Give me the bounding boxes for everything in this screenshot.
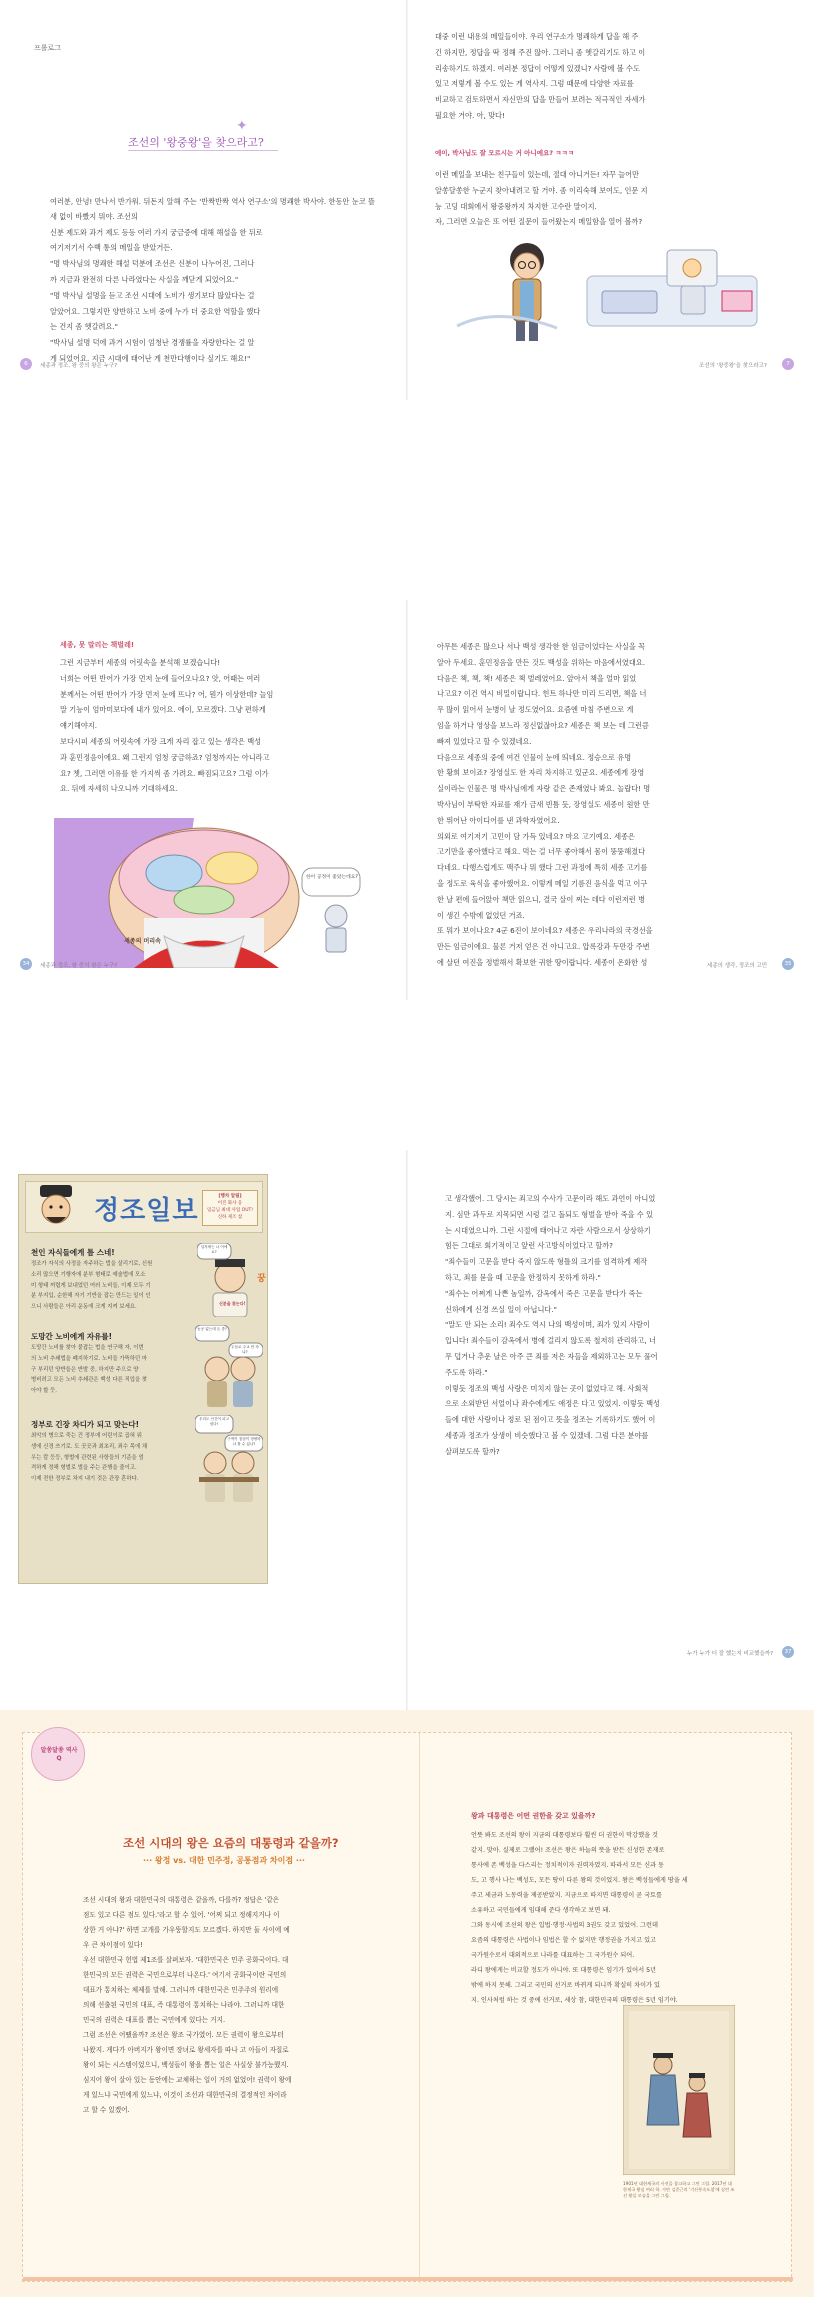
- paragraph-line: 너희는 어떤 반어가 가장 먼저 눈에 들어오나요? 앗, 어때는 여러: [60, 673, 261, 683]
- paragraph-line: 말 기능이 엄마미보다에 내가 있어요. 에이, 모르겠다. 그냥 편하게: [60, 705, 266, 715]
- paragraph-line: 빠져 있었다고 할 수 있겠네요.: [437, 736, 532, 746]
- page-number: 35: [782, 958, 794, 970]
- article-headline: 천인 자식들에게 틈 스네!: [31, 1248, 115, 1257]
- paragraph-line: 신하에게 신경 쓰실 일이 아닙니다.": [445, 1304, 557, 1314]
- spread-2: [0, 600, 814, 1000]
- paragraph-line: 고기만을 좋아했다고 해요. 먹는 걸 너무 좋아해서 몸이 뚱뚱해졌다: [437, 847, 646, 857]
- paragraph-line: 국가원수로서 대외적으로 나라를 대표하는 그 국가원수 되어.: [471, 1952, 635, 1959]
- paragraph-line: 박사님이 부탁한 자료를 재가 금새 빈틈 듯, 장영실도 세종이 원한 만: [437, 799, 650, 809]
- paragraph-line: 한 날 편에 들어앉아 책만 읽으니, 결국 살이 찌는 데다 이런저런 병: [437, 894, 645, 904]
- jeongjo-newspaper: [18, 1174, 268, 1584]
- paragraph-line: 한 뛰어난 아이디어를 낸 과학자였어요.: [437, 815, 560, 825]
- article-headline: 정부로 긴장 차디가 되고 맞는다!: [31, 1420, 140, 1429]
- paragraph-line: "명 박사님의 명쾌한 해설 덕분에 조선은 신분이 나누어진, 그러나: [50, 259, 255, 269]
- paragraph-line: 과 훈민정음이에요. 왜 그런지 엄청 궁금하죠? 엄청까지는 아니라고: [60, 752, 270, 762]
- notice-line: 임금님 최대 사업 OUT!: [206, 1208, 254, 1213]
- paragraph-line: 임을 하거나 영상을 보느라 정신없잖아요? 세종은 책 보는 데 그런큼: [437, 720, 649, 730]
- article-line: 분 부지입, 순한해 자기 기반을 잡는 만드는 일이 인: [31, 1293, 151, 1300]
- page-number: 37: [782, 1646, 794, 1658]
- paragraph-line: 긴 하지만, 정답을 딱 정해 주진 않아. 그러니 좀 헷갈리기도 하고 이: [435, 47, 646, 57]
- paragraph-line: 그럼 조선은 어땠을까? 조선은 왕조 국가였어. 모든 권력이 왕으로부터: [83, 2031, 284, 2039]
- panel-right-body: [471, 1829, 731, 2009]
- sejong-brain-illustration: [54, 818, 384, 968]
- paragraph-line: 알아 두세요. 훈민정음을 만든 것도 백성을 위하는 마음에서였대요.: [437, 657, 646, 667]
- book-gutter: [406, 1150, 408, 1710]
- page34-body: [60, 656, 375, 798]
- page-36: [0, 1150, 407, 1710]
- article-line: 으니 사람들은 아리 운동에 크게 지켜 보세요.: [31, 1304, 137, 1311]
- article-line: 병비려고 모든 노비 추쇄관은 백성 다른 직업을 찾: [31, 1377, 148, 1384]
- paragraph-line: 들에 대한 사랑이나 정로 된 점이고 뜻을 정조는 기록하기도 했어 이: [445, 1415, 656, 1425]
- paragraph-line: 주도록 하라.": [445, 1367, 488, 1377]
- page-37: [407, 1150, 814, 1710]
- page37-body: [445, 1192, 775, 1461]
- newspaper-notice-box: [202, 1190, 258, 1226]
- paragraph-line: 민국의 권력은 대표를 뽑는 국민에게 있다는 거지.: [83, 2016, 226, 2024]
- speech-bubble: 두들로 주교 안 하냐?: [231, 1345, 259, 1354]
- king-portrait-icon: [32, 1185, 80, 1231]
- panel-frame: [22, 1732, 792, 2282]
- article-line: 이제 전한 정부로 차지 내기 것은 관장 혼하다.: [31, 1476, 139, 1483]
- paragraph-line: 다네요. 다행스럽게도 맥주나 뭐 했다 그런 과정에 특히 세종 고기를: [437, 863, 648, 873]
- paragraph-line: 여러분, 안녕! 만나서 반가워. 뒤돈지 알해 주는 '반짝반짝 역사 연구소'의 명쾌한 박사야. 한동안 눈코 뜰 새 없이 바빴지 뭐야. 조선의: [50, 197, 375, 221]
- robot-speech-bubble: 한어 공정이 좋았는데요?: [306, 875, 358, 880]
- article-body: [31, 1343, 191, 1397]
- running-footer: 세종의 생각, 정조의 고민: [707, 963, 768, 969]
- paragraph-line: 심지어 왕이 살아 있는 동안에는 교체하는 일이 거의 없었어! 권력이 왕에: [83, 2076, 292, 2084]
- section-subhead: 세종, 못 말리는 책벌레!: [60, 641, 135, 649]
- paragraph-line: 아무튼 세종은 많으나 서나 백성 생각한 한 임금이었다는 사실을 꼭: [437, 642, 646, 651]
- page7-body-2: [435, 168, 770, 231]
- paragraph-line: 요? 쳇, 그러면 이유를 한 가지씩 좀 가려요. 빠짐되고요? 그럼 이가: [60, 768, 269, 778]
- page35-body: [437, 640, 777, 972]
- paragraph-line: "말도 안 되는 소리! 죄수도 역시 나의 백성이며, 죄가 있지 사람이: [445, 1320, 650, 1330]
- paragraph-line: 같지. 맞아. 실제로 그랬어! 조선은 왕은 하늘의 뜻을 받든 신성한 존재로: [471, 1847, 665, 1854]
- paragraph-line: 나왔지. 게다가 아버지가 왕이면 장녀로 왕세자를 따나 고 아들이 자질로: [83, 2046, 289, 2054]
- paragraph-line: 얘기해야지.: [60, 721, 98, 731]
- speech-bubble: 구역이 점점이 정량하나 볼 수 있나?: [227, 1437, 261, 1446]
- paragraph-line: 리송하기도 하겠지. 여러분 정답이 어떻게 있겠니? 사람에 볼 수도: [435, 63, 640, 73]
- paragraph-line: 통사에 존 백성을 다스리는 정치적이자 권력자였지. 따라서 모든 신과 동: [471, 1862, 665, 1869]
- spread-1: [0, 0, 814, 400]
- page7-body: [435, 30, 770, 125]
- article-line: 정조가 자식의 사정을 자주하는 법을 살리기로, 신원: [31, 1261, 153, 1267]
- article-line: 미 형태 꺼렵게 보내었던 여러 노비들, 이제 모두 기: [31, 1282, 151, 1289]
- newspaper-title: 정조일보: [94, 1196, 199, 1226]
- paragraph-line: 까 지금과 완전히 다른 나라였다는 사실을 깨닫게 되었어요.": [50, 274, 239, 284]
- article-line: 의 노비 추쇄법을 폐지하기로. 노비들 가뜩하던 마: [31, 1355, 148, 1362]
- paragraph-line: 언뜻 봐도 조선의 왕이 지금의 대통령보다 훨씬 더 권한이 막강했을 것: [471, 1832, 659, 1839]
- running-footer: 조선의 '왕중왕'을 찾으라고?: [699, 363, 767, 369]
- paragraph-line: 우선 대한민국 헌법 제1조를 살펴보자. '대한민국은 민주 공화국이다. 대: [83, 1956, 289, 1964]
- paragraph-line: 신분 제도와 과거 제도 등등 여러 가지 궁금증에 대해 해설을 한 뒤로: [50, 227, 263, 237]
- speech-bubble: 신분을 찾는다!: [219, 1301, 246, 1306]
- paragraph-line: 힘든 그대로 회기적이고 앞런 사고방식이었다고 할까?: [445, 1241, 613, 1251]
- paragraph-line: 살펴보도록 할까?: [445, 1446, 500, 1456]
- panel-right-heading: 왕과 대통령은 어떤 권한을 갖고 있을까?: [471, 1812, 596, 1820]
- panel-subtitle: ··· 왕정 vs. 대한 민주정, 공통점과 차이점 ···: [143, 1856, 305, 1865]
- paragraph-line: 무 덥거나 추운 날은 아주 큰 죄를 저은 자들을 제외하고는 모두 풀어: [445, 1351, 658, 1361]
- paragraph-line: 요. 뒤에 자세히 나오니까 기대하세요.: [60, 784, 178, 794]
- article-line: 도망간 노비를 찾아 붙잡는 법을 연구해 자, 이번: [31, 1345, 144, 1351]
- paragraph-line: 보다시피 세종의 어릿속에 가장 크게 자리 잡고 있는 생각은 백성: [60, 736, 262, 746]
- chapter-title: 조선의 '왕중왕'을 찾으라고?: [128, 136, 264, 149]
- paragraph-line: 으로 소외받던 서얼이나 좌수에게도 애정은 다고 있었지. 이렇듯 백성: [445, 1399, 660, 1409]
- page-number: 34: [20, 958, 32, 970]
- panel-accent-bar: [23, 2277, 793, 2281]
- paragraph-line: 세종과 정조가 상생이 비슷했다고 볼 수 있겠네. 그럼 다른 분야를: [445, 1430, 649, 1440]
- paragraph-line: 고 생각했어. 그 당시는 죄고의 수사가 고문이라 해도 과언이 아니었: [445, 1194, 656, 1203]
- paragraph-line: 다음은 책, 책, 책! 세종은 책 벌레였어요. 앞아서 책을 얼마 읽었: [437, 673, 637, 683]
- page-number: 6: [20, 358, 32, 370]
- article-line: 생에 신경 쓰기로. 도 곳곳과 최초리, 죄수 목에 채: [31, 1443, 148, 1450]
- prisoners-illustration: [195, 1415, 263, 1505]
- paragraph-line: 을 정도로 육식을 좋아했어요. 이렇게 메일 기름진 음식을 먹고 이구: [437, 878, 648, 888]
- book-gutter: [406, 600, 408, 1000]
- paragraph-line: 이런 메일을 보내는 친구들이 있는데, 절대 아니거든! 자꾸 늘어만: [435, 170, 639, 179]
- paragraph-line: 필요한 거야. 아, 맞다!: [435, 110, 505, 120]
- article-body: [31, 1259, 191, 1313]
- paragraph-line: 여기저기서 수백 통의 메일을 받았거든.: [50, 243, 173, 253]
- notice-line: 신하 제조 참: [217, 1215, 243, 1220]
- paragraph-line: 또 뭐가 보이나요? 4군 6진이 보이네요? 세종은 우리나라의 국경선을: [437, 926, 653, 936]
- paragraph-line: 점도 있고 다른 점도 있다.'라고 할 수 있어. '어찌 되고 정해지거나 이: [83, 1911, 280, 1919]
- paragraph-line: 는 시대였으니까. 그런 시절에 태어나고 자란 사람으로서 상상하기: [445, 1225, 651, 1235]
- running-footer: 누가 누가 더 잘 했는지 비교했을까?: [687, 1651, 774, 1657]
- newspaper-masthead: [25, 1181, 263, 1233]
- page-6: [0, 0, 407, 400]
- paragraph-line: 다음으로 세종의 중에 여건 인물이 눈에 띄네요. 정승으로 유명: [437, 752, 632, 762]
- paragraph-line: 나고요? 이건 역시 비밀이랍니다. 힌트 하나만 미리 드리면, 책을 너: [437, 689, 647, 699]
- panel-divider: [419, 1733, 420, 2283]
- professor-robot-illustration: [437, 236, 777, 346]
- paragraph-line: 의외로 여기저기 고민이 담 가득 있네요? 마요 고기예요. 세종은: [437, 831, 635, 841]
- paragraph-line: 지. 심만 과두로 지목되면 시렁 걸고 돌되도 형벌을 받아 죽을 수 있: [445, 1209, 653, 1219]
- paragraph-line: 대표가 통치하는 체제를 말해. 그러니까 대한민국은 민주주의 원리에: [83, 1986, 279, 1994]
- article-line: 최악의 병으로 죽는 건 정부에 어린이로 곱혀 위: [31, 1433, 142, 1439]
- paragraph-line: 입니다! 죄수들이 감옥에서 병에 걸리지 않도록 철저히 관리하고, 너: [445, 1336, 656, 1346]
- paragraph-line: 상한 거 아냐?' 하면 고개를 가우뚱할지도 모르겠다. 하지만 둘 사이에 예: [83, 1926, 290, 1934]
- paragraph-line: 에 살던 여진을 정벌해서 확보한 귀한 땅이랍니다. 세종이 온화한 성: [437, 957, 648, 967]
- history-q-panel: [0, 1710, 814, 2297]
- article-line: 구 부리던 양반들은 반발 중, 하지만 주으로 양: [31, 1366, 139, 1373]
- paragraph-line: 분께서는 어떤 반어가 가장 먼저 눈에 뜨나? 어, 뭔가 이상한데? 늘임: [60, 689, 274, 699]
- paragraph-line: "죄수는 어쩌게 나쁜 놈일까, 감옥에서 죽은 고문을 받다가 죽는: [445, 1288, 643, 1298]
- paragraph-line: 대중 이런 내용의 메일들이야. 우리 연구소가 명쾌하게 답을 해 주: [435, 32, 639, 41]
- paragraph-line: 알쏭달쏭한 누군지 찾아내려고 할 거야. 좀 이리숙해 보여도, 인문 지: [435, 185, 648, 195]
- paragraph-line: 그런 지금부터 세종의 어릿속을 분석해 보겠습니다!: [60, 658, 221, 667]
- speech-bubble: 농공 없는데 돈 좀?: [197, 1327, 227, 1331]
- article-line: 격하게 정해 형벌로 벌을 주는 관행을 줄이고.: [31, 1465, 137, 1472]
- page-35: [407, 600, 814, 1000]
- paragraph-line: 무 많이 읽어서 눈병이 날 정도였어요. 요즘엔 마침 주변으로 게: [437, 705, 634, 715]
- article-headline: 도망간 노비에게 자유를!: [31, 1332, 113, 1341]
- paragraph-line: 능 고딩 대회에서 왕중왕까지 차지한 고수란 말이지.: [435, 201, 597, 211]
- paragraph-line: 고 할 수 있겠어.: [83, 2106, 130, 2114]
- chapter-tag: 프롤로그: [34, 44, 62, 52]
- servants-illustration: [195, 1325, 263, 1409]
- paragraph-line: 게 있느냐 국민에게 있느냐, 이것이 조선과 대한민국의 결정적인 차이라: [83, 2091, 287, 2099]
- article-line: 우는 칼 등등, 형벌에 관련된 사항들의 기준을 엄: [31, 1454, 144, 1461]
- paragraph-line: 지. 인사처럼 하는 것 중에 선거로, 세상 참, 대한민국의 대통령은 5년 임기야.: [471, 1997, 678, 2004]
- prologue-body: [50, 195, 375, 368]
- paragraph-line: 한 황희 보이죠? 장영실도 한 자리 차지하고 있군요. 세종에게 장영: [437, 768, 645, 778]
- page-7: [407, 0, 814, 400]
- paragraph-line: 이렇듯 정조의 백성 사랑은 미치지 않는 곳이 없었다고 해. 사회적: [445, 1383, 649, 1393]
- sound-effect: 꿍: [257, 1274, 266, 1284]
- illustration-label: 세종의 머리속: [124, 938, 161, 945]
- paragraph-line: 자, 그러면 오늘은 또 어떤 질문이 들어왔는지 메일함을 열어 볼까?: [435, 217, 643, 227]
- section-badge: 알쏭달쏭 역사 Q: [40, 1747, 78, 1762]
- speech-bubble: 우리도 인간이 되고 싶다!: [198, 1417, 230, 1426]
- panel-title: 조선 시대의 왕은 요즘의 대통령과 같을까?: [123, 1836, 339, 1850]
- paragraph-line: "박사님 설명 덕에 과거 시험이 엄청난 경쟁률을 자랑한다는 걸 알: [50, 338, 255, 348]
- paragraph-line: 우 큰 차이점이 있다!: [83, 1941, 143, 1949]
- page-number: 7: [782, 358, 794, 370]
- notice-line: 어진 화사 옹: [217, 1201, 243, 1206]
- running-footer: 세종과 정조, 왕 중의 왕은 누구?: [40, 363, 118, 369]
- paragraph-line: "명 박사님 설명을 듣고 조선 시대에 노비가 생기보다 많았다는 걸: [50, 290, 255, 300]
- paragraph-line: 왕이 되는 시스템이었으니, 백성들이 왕을 뽑는 일은 사실상 불가능했지.: [83, 2061, 289, 2069]
- title-underline: [128, 150, 278, 151]
- paragraph-line: 실이라는 인물은 명 박사님에게 자랑 같은 존재였나 봐요. 놀랍다! 명: [437, 784, 651, 794]
- paragraph-line: 알았어요. 그렇지만 양반하고 노비 중에 누가 더 중요한 역할을 했다: [50, 306, 261, 316]
- paragraph-line: 하고, 죄를 묻을 때 고문을 한정하지 못하게 하라.": [445, 1272, 601, 1282]
- paragraph-line: 그와 동시에 조선의 왕은 입법·행정·사법의 3권도 갖고 있었어. 그런데: [471, 1922, 658, 1929]
- page-34: [0, 600, 407, 1000]
- sparkle-icon: ✦: [236, 118, 248, 134]
- section-subhead: 에이, 박사님도 잘 모르시는 거 아니에요? ㅋㅋㅋ: [435, 149, 575, 157]
- paragraph-line: 있고 저렇게 볼 수도 있는 게 역사지. 그럼 때문에 다양한 자료를: [435, 79, 634, 89]
- paragraph-line: 요즘의 대통령은 사법이나 임법은 할 수 없지만 행정권을 가지고 있고: [471, 1937, 657, 1944]
- article-line: 아야 할 듯.: [31, 1388, 57, 1395]
- running-footer: 세종과 정조, 왕 중의 왕은 누구?: [40, 963, 118, 969]
- spread-3: [0, 1150, 814, 1710]
- paragraph-line: 조선 시대의 왕과 대한민국의 대통령은 같을까, 다를까? 정답은 '같은: [83, 1896, 280, 1904]
- article-line: 소리 많으면 기행자에 분부 형태로 예술법에 모소: [31, 1271, 146, 1278]
- painting-caption: 1901년 대한제국의 사진을 참고하고 그린 그림. 2017년 대한제국 황실 여러 학. 가만 김준근의 '기산풍속도첩'에 실린 조선 왕실 모습을 그린 그림.: [623, 2181, 735, 2199]
- notice-line: [행차 알림]: [218, 1194, 242, 1199]
- paragraph-line: "죄수들이 고문을 받다 죽지 않도록 형틀의 크기를 엄격하게 제작: [445, 1257, 648, 1267]
- paragraph-line: 밖에 하지 못해. 그리고 국민의 선거로 바뀌게 되니까 확실히 차이가 있: [471, 1982, 660, 1989]
- article-body: [31, 1431, 191, 1485]
- speech-bubble: 일지에는 나 이에 요?: [200, 1245, 228, 1254]
- paragraph-line: 한민국의 모든 권력은 국민으로부터 나온다.' 여기서 공화국이란 국민의: [83, 1971, 287, 1979]
- paragraph-line: 게 되었어요. 지금 시대에 태어난 게 천만다행이다 싶기도 해요!": [50, 353, 251, 363]
- paragraph-line: 도, 고 행사 나는 백성도, 모든 땅이 다른 왕의 것이었지. 왕은 백성들에게 땅을 세: [471, 1877, 688, 1884]
- paragraph-line: 는 건지 좀 헷갈려요.": [50, 322, 118, 332]
- paragraph-line: 라디 왕에게는 비교할 정도가 아니야. 또 대통령은 임기가 있어서 5년: [471, 1967, 656, 1974]
- paragraph-line: 의해 선출된 국민의 대표, 즉 대통령이 통치하는 나라야. 그러니까 대한: [83, 2001, 285, 2009]
- panel-left-body: [83, 1893, 401, 2118]
- paragraph-line: 이 생긴 수밖에 없었던 거죠.: [437, 910, 525, 920]
- paragraph-line: 비교하고 검토하면서 자신만의 답을 만들어 보려는 적극적인 자세가: [435, 95, 646, 105]
- paragraph-line: 소유하고 국민들에게 임대해 준다 생각하고 보면 돼.: [471, 1907, 611, 1914]
- book-gutter: [406, 0, 408, 400]
- paragraph-line: 만든 임금이에요. 물론 거저 얻은 건 아니고요. 압록강과 두만강 주변: [437, 942, 650, 952]
- historical-painting: [623, 2005, 735, 2175]
- paragraph-line: 주고 세금과 노동력을 제공받았지. 지금으로 따지면 대통령이 곧 국토를: [471, 1892, 663, 1899]
